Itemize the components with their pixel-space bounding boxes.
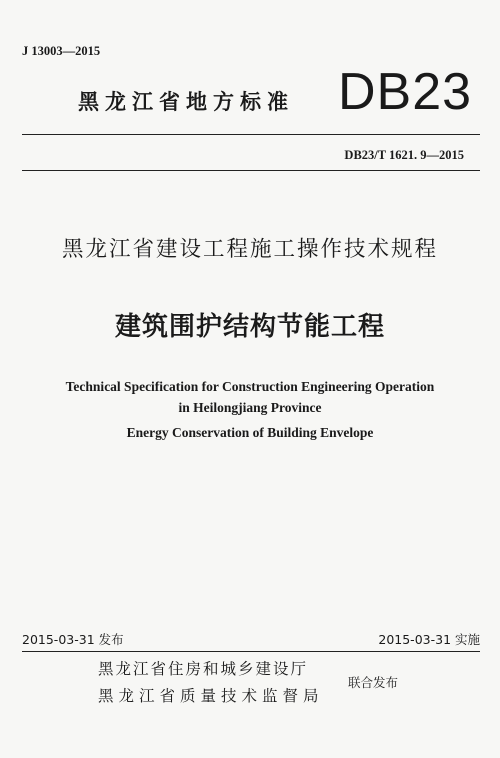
english-subtitle: Energy Conservation of Building Envelope — [126, 425, 374, 440]
chinese-subtitle: 建筑围护结构节能工程 — [114, 312, 385, 342]
issuer-housing-department: 黑龙江省住房和城乡建设厅 — [98, 660, 309, 678]
english-title-line-2: in Heilongjiang Province — [178, 400, 322, 415]
english-title-line-1: Technical Specification for Construction Engineering Operation — [65, 379, 435, 394]
chinese-main-title: 黑龙江省建设工程施工操作技术规程 — [61, 237, 438, 262]
title-divider — [22, 170, 480, 171]
header-divider — [22, 134, 480, 135]
issue-date: 2015-03-31 发布 — [22, 632, 124, 647]
footer-divider — [22, 651, 480, 652]
standard-number: DB23/T 1621. 9—2015 — [344, 148, 464, 162]
document-code: J 13003—2015 — [22, 44, 101, 58]
english-main-title — [0, 376, 500, 418]
standard-type-title: 黑龙江省地方标准 — [78, 89, 294, 114]
effective-date: 2015-03-31 实施 — [378, 632, 480, 647]
joint-issue-label: 联合发布 — [348, 675, 399, 690]
issuer-quality-bureau: 黑龙江省质量技术监督局 — [98, 687, 324, 705]
db-logo: DB23 — [338, 63, 473, 121]
